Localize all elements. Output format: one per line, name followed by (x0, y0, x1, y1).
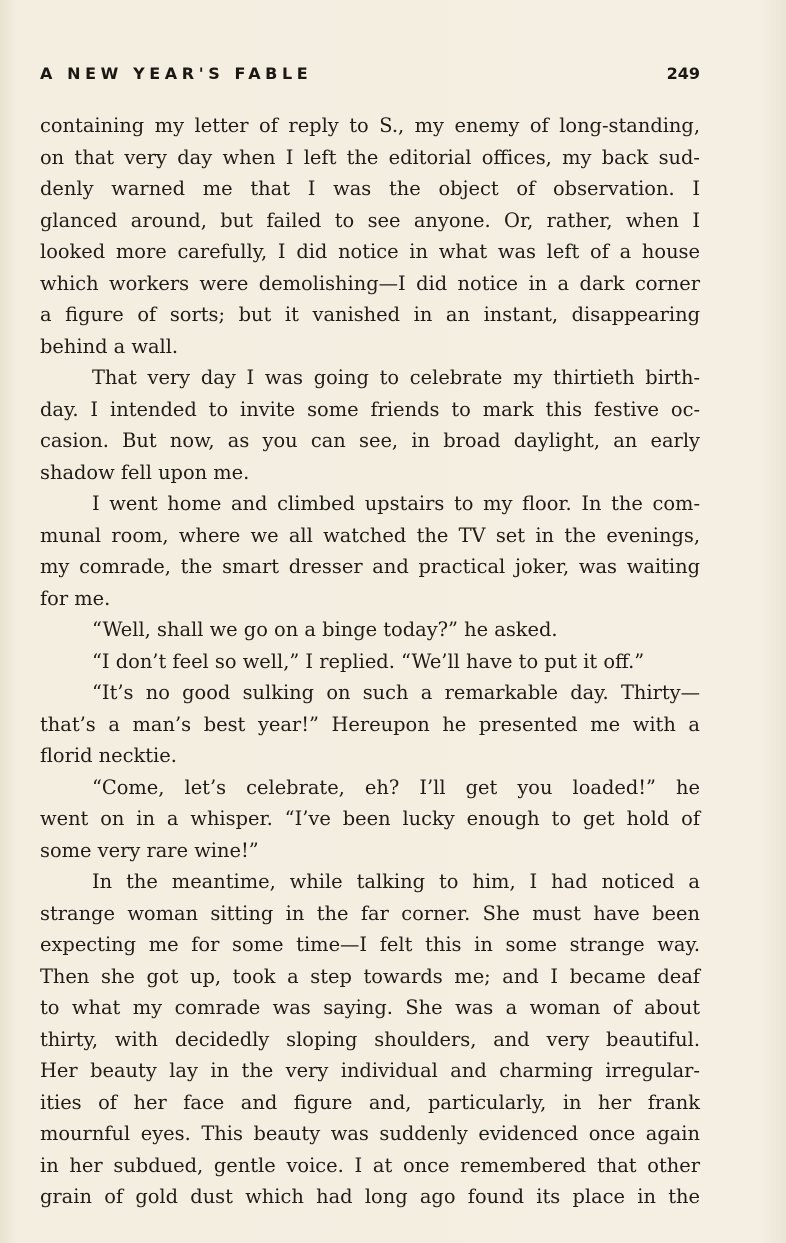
text-line: day. I intended to invite some friends to mark this festive oc- (40, 397, 700, 421)
text-line: on that very day when I left the editorial offices, my back sud- (40, 145, 700, 169)
text-line: strange woman sitting in the far corner. She must have been (40, 901, 700, 925)
text-line: “Come, let’s celebrate, eh? I’ll get you loaded!” he (92, 775, 700, 799)
text-line: in her subdued, gentle voice. I at once remembered that other (40, 1153, 700, 1177)
text-line: to what my comrade was saying. She was a woman of about (40, 996, 700, 1019)
text-line: expecting me for some time—I felt this in some strange way. (40, 933, 700, 956)
text-line: which workers were demolishing—I did notice in a dark corner (40, 271, 700, 295)
page-header (40, 64, 700, 88)
text-line: containing my letter of reply to S., my enemy of long-standing, (40, 114, 700, 137)
text-line: thirty, with decidedly sloping shoulders, and very beautiful. (40, 1027, 700, 1051)
text-line: that’s a man’s best year!” Hereupon he presented me with a (40, 712, 700, 736)
text-line: ities of her face and figure and, particularly, in her frank (40, 1090, 700, 1114)
text-line: glanced around, but failed to see anyone. Or, rather, when I (40, 208, 700, 232)
running-head: A NEW YEAR'S FABLE (40, 64, 313, 83)
text-line: I went home and climbed upstairs to my floor. In the com- (92, 492, 700, 515)
page-number: 249 (666, 64, 700, 83)
text-line: “I don’t feel so well,” I replied. “We’ll have to put it off.” (92, 649, 645, 673)
text-line: a figure of sorts; but it vanished in an instant, disappearing (40, 303, 700, 326)
text-line: casion. But now, as you can see, in broad daylight, an early (40, 429, 700, 452)
text-line: mournful eyes. This beauty was suddenly evidenced once again (40, 1122, 700, 1145)
body-text (40, 110, 700, 1213)
text-line: florid necktie. (40, 744, 177, 767)
text-line: Then she got up, took a step towards me; and I became deaf (40, 964, 700, 988)
text-line: behind a wall. (40, 334, 179, 358)
text-line: munal room, where we all watched the TV set in the evenings, (40, 523, 700, 547)
text-line: shadow fell upon me. (40, 460, 250, 484)
text-line: “It’s no good sulking on such a remarkable day. Thirty— (92, 681, 700, 704)
text-line: In the meantime, while talking to him, I had noticed a (92, 870, 700, 893)
text-line: some very rare wine!” (40, 838, 259, 862)
text-line: looked more carefully, I did notice in what was left of a house (40, 240, 700, 263)
text-line: “Well, shall we go on a binge today?” he asked. (92, 618, 558, 641)
text-line: Her beauty lay in the very individual and charming irregular- (40, 1059, 700, 1082)
text-line: went on in a whisper. “I’ve been lucky enough to get hold of (40, 807, 700, 830)
text-line: That very day I was going to celebrate my thirtieth birth- (92, 366, 700, 389)
text-line: for me. (40, 586, 111, 610)
text-line: grain of gold dust which had long ago found its place in the (40, 1185, 700, 1208)
text-line: denly warned me that I was the object of observation. I (40, 177, 700, 200)
text-line: my comrade, the smart dresser and practical joker, was waiting (40, 555, 700, 578)
